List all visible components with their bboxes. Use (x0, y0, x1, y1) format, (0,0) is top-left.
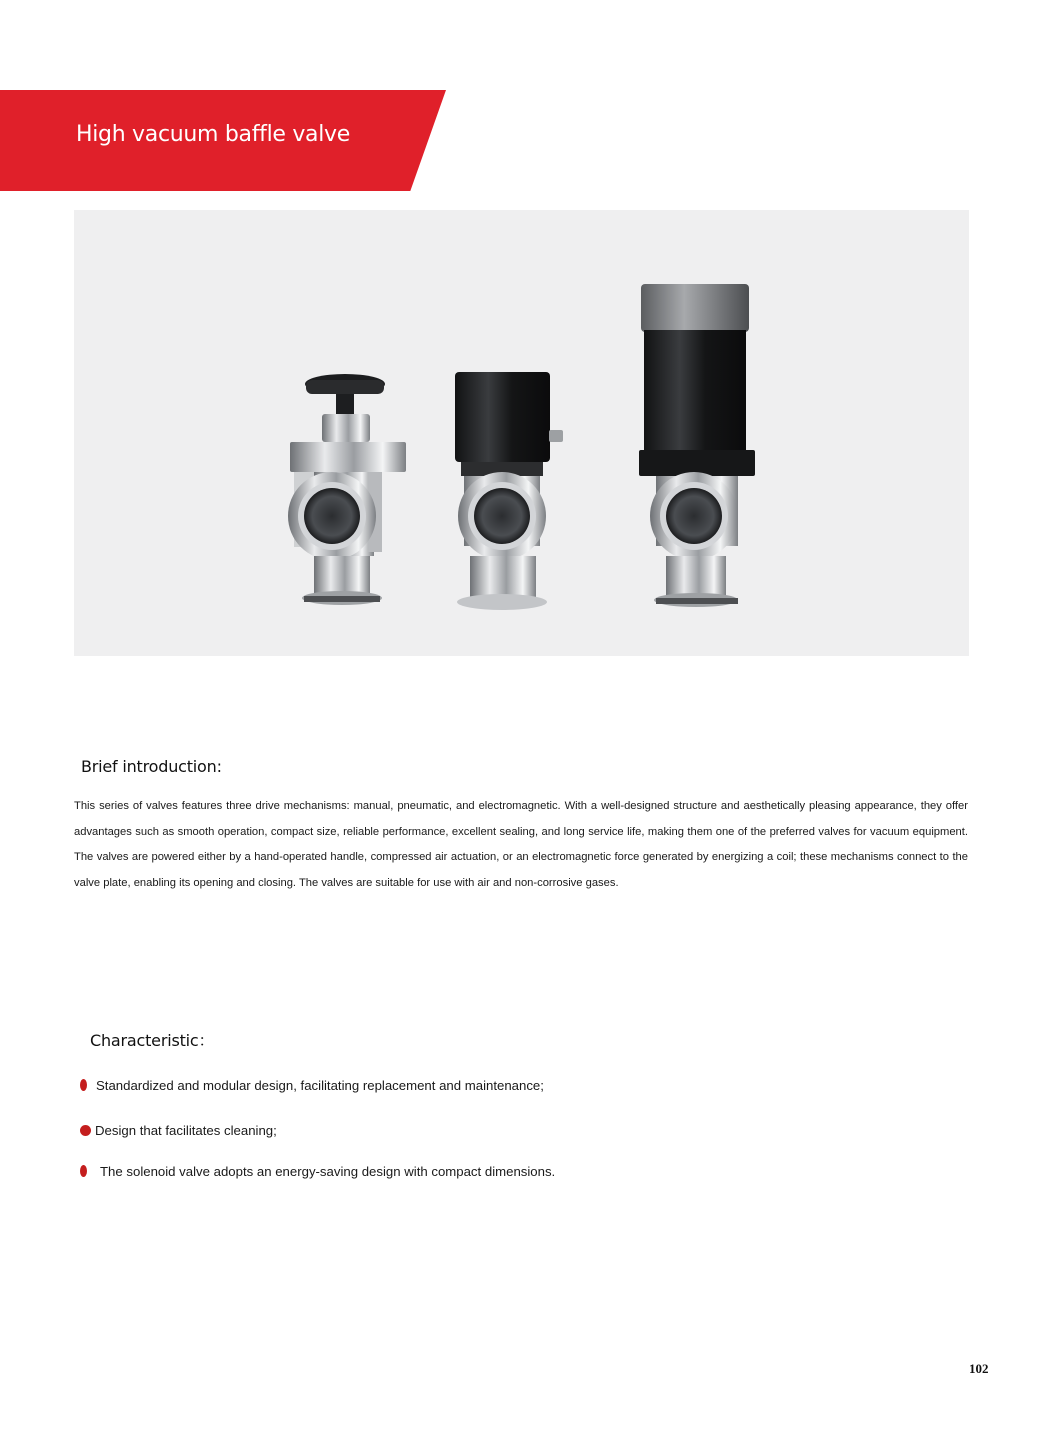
intro-heading: Brief introduction: (81, 757, 222, 776)
list-item (80, 1074, 544, 1096)
valve-photo (74, 210, 969, 656)
list-item-text: Standardized and modular design, facilitating replacement and maintenance; (96, 1077, 544, 1093)
list-item (80, 1160, 555, 1182)
list-item (80, 1119, 277, 1141)
manual-valve (288, 374, 406, 605)
bullet-dot-icon (80, 1079, 87, 1091)
characteristic-heading: Characteristic： (90, 1031, 215, 1050)
list-item-text: Design that facilitates cleaning; (95, 1122, 277, 1138)
page-number: 102 (969, 1361, 989, 1376)
list-item-text: The solenoid valve adopts an energy-saving design with compact dimensions. (100, 1163, 556, 1179)
pneumatic-valve (639, 284, 755, 607)
bullet-dot-icon (80, 1165, 87, 1177)
electromagnetic-valve (455, 372, 563, 610)
intro-paragraph: This series of valves features three drive mechanisms: manual, pneumatic, and electromagnetic. With a well-designed structure and aesthetically pleasing appearance, they offer advantages such as smooth operation, compact size, reliable performance, excellent sealing, and long service life, making them one of the preferred valves for vacuum equipment. The valves are powered either by a hand-operated handle, compressed air actuation, or an electromagnetic force generated by energizing a coil; these mechanisms connect to the valve plate, enabling its opening and closing. The valves are suitable for use with air and non-corrosive gases. (74, 800, 968, 889)
bullet-dot-icon (80, 1125, 91, 1136)
page-title: High vacuum baffle valve (76, 122, 351, 147)
